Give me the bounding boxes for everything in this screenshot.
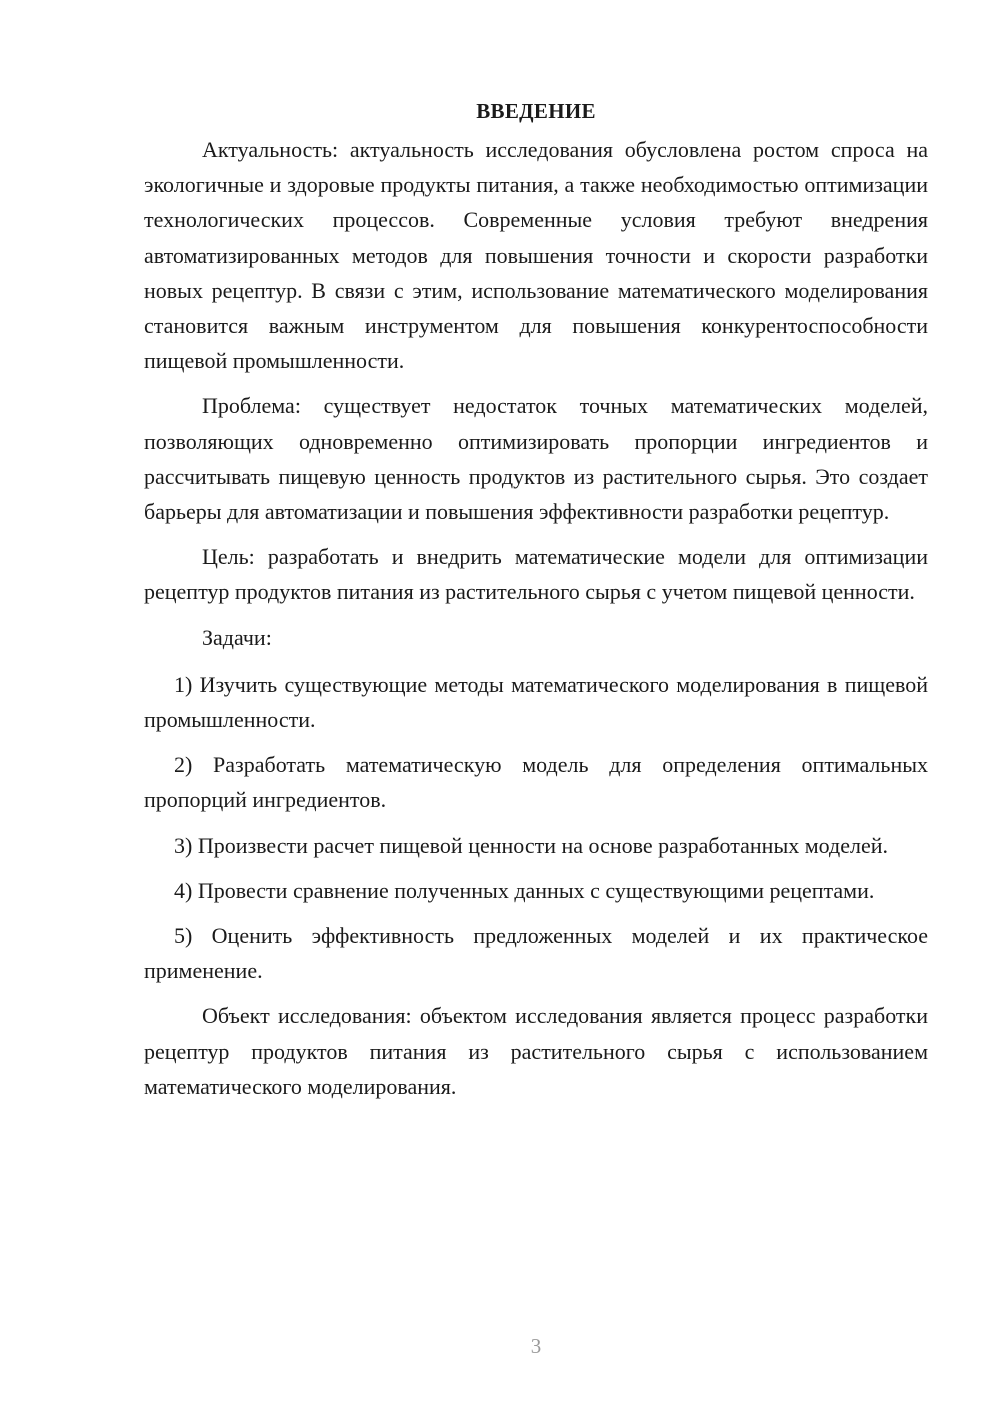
object-paragraph: Объект исследования: объектом исследования является процесс разработки рецептур продуктов питания из растительного сырья с использованием математического моделирования.	[144, 1003, 928, 1099]
page-body	[144, 96, 928, 1114]
section-heading: ВВЕДЕНИЕ	[476, 99, 596, 123]
task-item: 1) Изучить существующие методы математического моделирования в пищевой промышленности.	[144, 671, 928, 733]
problem-paragraph: Проблема: существует недостаток точных математических моделей, позволяющих одновременно оптимизировать пропорции ингредиентов и рассчитывать пищевую ценность продуктов из растительного сырья. Это создает барьеры для автоматизации и повышения эффективности разработки рецептур.	[144, 393, 928, 525]
relevance-paragraph: Актуальность: актуальность исследования обусловлена ростом спроса на экологичные и здоровые продукты питания, а также необходимостью оптимизации технологических процессов. Современные условия требуют внедрения автоматизированных методов для повышения точности и скорости разработки новых рецептур. В связи с этим, использование математического моделирования становится важным инструментом для повышения конкурентоспособности пищевой промышленности.	[144, 137, 928, 374]
task-item: 5) Оценить эффективность предложенных моделей и их практическое применение.	[144, 923, 928, 984]
page-number: 3	[530, 1334, 542, 1358]
task-item: 4) Провести сравнение полученных данных с существующими рецептами.	[174, 877, 875, 903]
task-item: 2) Разработать математическую модель для определения оптимальных пропорций ингредиентов.	[144, 752, 928, 813]
task-item: 3) Произвести расчет пищевой ценности на основе разработанных моделей.	[174, 832, 888, 858]
goal-paragraph: Цель: разработать и внедрить математические модели для оптимизации рецептур продуктов питания из растительного сырья с учетом пищевой ценности.	[144, 544, 928, 605]
tasks-heading: Задачи:	[202, 624, 272, 650]
tasks-list	[144, 667, 928, 989]
